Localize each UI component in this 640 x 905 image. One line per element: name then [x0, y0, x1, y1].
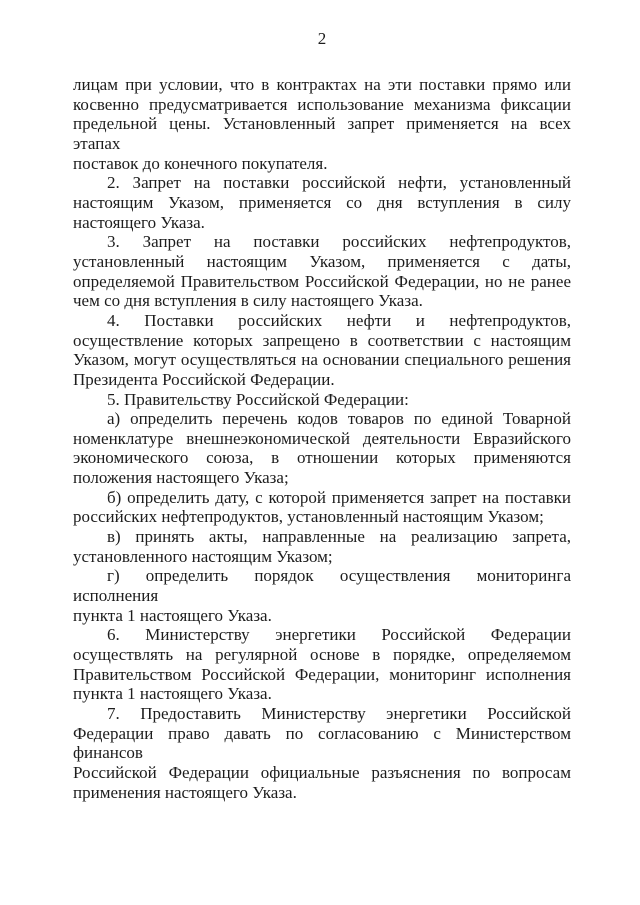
text-line: российских нефтепродуктов, установленный настоящим Указом; — [73, 507, 544, 527]
paragraph — [73, 527, 571, 566]
text-line: осуществление которых запрещено в соответствии с настоящим — [73, 330, 571, 350]
text-line: установленный настоящим Указом, применяется с даты, — [73, 251, 571, 271]
text-line: предельной цены. Установленный запрет применяется на всех этапах — [73, 114, 571, 153]
text-line: номенклатуре внешнеэкономической деятельности Евразийского — [73, 428, 571, 448]
paragraph — [73, 173, 571, 232]
text-line: а) определить перечень кодов товаров по единой Товарной — [107, 409, 571, 429]
text-line: пункта 1 настоящего Указа. — [73, 605, 272, 625]
text-line: пункта 1 настоящего Указа. — [73, 684, 272, 704]
text-line: Федерации право давать по согласованию с Министерством финансов — [73, 723, 571, 763]
text-line: настоящим Указом, применяется со дня вступления в силу — [73, 192, 571, 212]
paragraph — [73, 232, 571, 311]
paragraph — [73, 311, 571, 390]
text-line: положения настоящего Указа; — [73, 468, 289, 488]
text-line: применения настоящего Указа. — [73, 782, 297, 802]
text-line: поставок до конечного покупателя. — [73, 153, 328, 173]
text-line: 6. Министерству энергетики Российской Федерации — [107, 625, 571, 645]
text-line: 3. Запрет на поставки российских нефтепродуктов, — [107, 232, 571, 252]
paragraph — [73, 75, 571, 173]
text-line: в) принять акты, направленные на реализацию запрета, — [107, 527, 571, 547]
page-number: 2 — [317, 29, 327, 48]
text-line: Указом, могут осуществляться на основании специального решения — [73, 350, 571, 370]
document-body — [73, 75, 571, 802]
text-line: 4. Поставки российских нефти и нефтепродуктов, — [107, 310, 571, 330]
text-line: 5. Правительству Российской Федерации: — [107, 389, 409, 409]
paragraph — [73, 390, 571, 410]
text-line: косвенно предусматривается использование механизма фиксации — [73, 94, 571, 114]
text-line: осуществлять на регулярной основе в порядке, определяемом — [73, 645, 571, 665]
paragraph — [73, 625, 571, 704]
text-line: лицам при условии, что в контрактах на эти поставки прямо или — [73, 75, 571, 94]
text-line: б) определить дату, с которой применяется запрет на поставки — [107, 487, 571, 507]
paragraph — [73, 409, 571, 488]
text-line: 2. Запрет на поставки российской нефти, установленный — [107, 173, 571, 193]
text-line: установленного настоящим Указом; — [73, 546, 333, 566]
text-line: настоящего Указа. — [73, 212, 205, 232]
text-line: Президента Российской Федерации. — [73, 369, 335, 389]
text-line: 7. Предоставить Министерству энергетики Российской — [107, 704, 571, 723]
text-line: определяемой Правительством Российской Федерации, но не ранее — [73, 271, 571, 291]
text-line: экономического союза, в отношении которых применяются — [73, 448, 571, 468]
text-line: чем со дня вступления в силу настоящего Указа. — [73, 291, 423, 311]
paragraph — [73, 488, 571, 527]
paragraph — [73, 704, 571, 802]
text-line: Российской Федерации официальные разъяснения по вопросам — [73, 762, 571, 782]
paragraph — [73, 566, 571, 625]
text-line: Правительством Российской Федерации, мониторинг исполнения — [73, 664, 571, 684]
text-line: г) определить порядок осуществления мониторинга исполнения — [73, 566, 571, 606]
